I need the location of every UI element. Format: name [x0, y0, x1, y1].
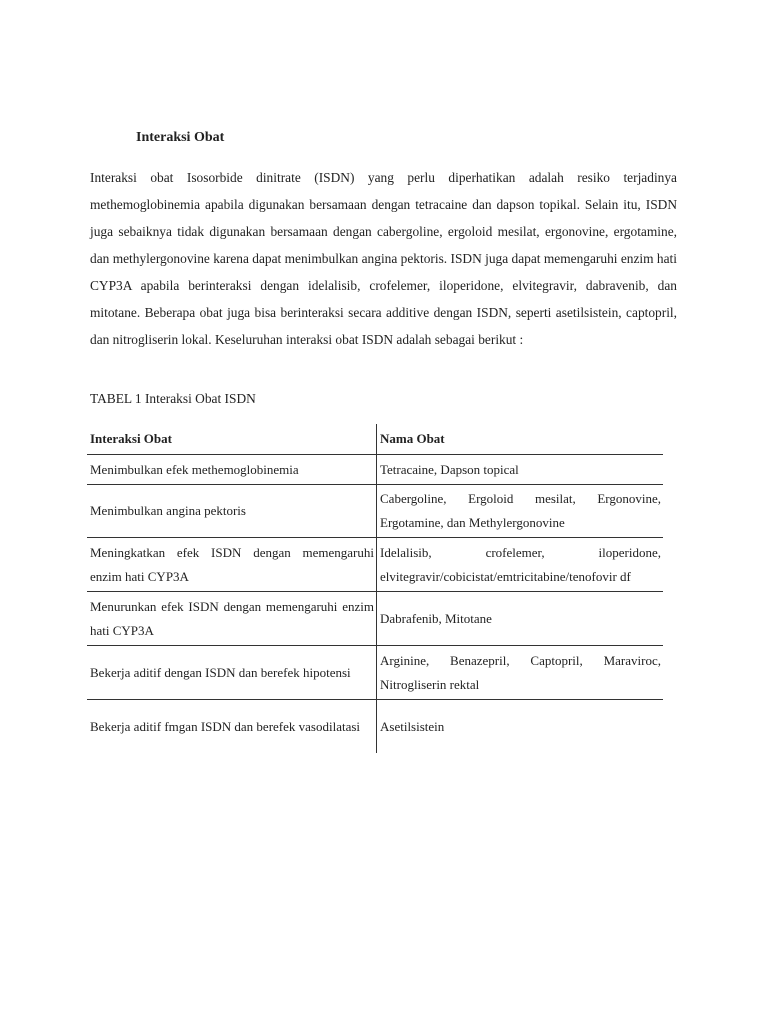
interaction-cell: Bekerja aditif dengan ISDN dan berefek hipotensi [87, 646, 377, 700]
drug-name-cell: Asetilsistein [377, 700, 664, 754]
table-row [87, 700, 663, 754]
table-row [87, 538, 663, 592]
table-row [87, 485, 663, 538]
body-paragraph: Interaksi obat Isosorbide dinitrate (ISDN) yang perlu diperhatikan adalah resiko terjadinya methemoglobinemia apabila digunakan bersamaan dengan tetracaine dan dapson topikal. Selain itu, ISDN juga sebaiknya tidak digunakan bersamaan dengan cabergoline, ergoloid mesilat, ergonovine, ergotamine, dan methylergonovine karena dapat menimbulkan angina pektoris. ISDN juga dapat memengaruhi enzim hati CYP3A apabila berinteraksi dengan idelalisib, crofelemer, iloperidone, elvitegravir, dabravenib, dan mitotane. Beberapa obat juga bisa berinteraksi secara additive dengan ISDN, seperti asetilsistein, captopril, dan nitrogliserin lokal. Keseluruhan interaksi obat ISDN adalah sebagai berikut : [90, 170, 677, 347]
drug-name-cell: Dabrafenib, Mitotane [377, 592, 664, 646]
drug-name-cell: Tetracaine, Dapson topical [377, 455, 664, 485]
interaction-cell: Meningkatkan efek ISDN dengan memengaruhi enzim hati CYP3A [87, 538, 377, 592]
column-header-interaction: Interaksi Obat [87, 424, 377, 455]
section-heading: Interaksi Obat [136, 130, 225, 145]
table-row [87, 592, 663, 646]
table-header-row [87, 424, 663, 455]
column-header-drug-name: Nama Obat [377, 424, 664, 455]
interaction-cell: Menurunkan efek ISDN dengan memengaruhi enzim hati CYP3A [87, 592, 377, 646]
table-row [87, 455, 663, 485]
table-caption: TABEL 1 Interaksi Obat ISDN [90, 391, 256, 406]
drug-name-cell: Arginine, Benazepril, Captopril, Maraviroc, Nitrogliserin rektal [377, 646, 664, 700]
table-row [87, 646, 663, 700]
drug-name-cell: Idelalisib, crofelemer, iloperidone, elvitegravir/cobicistat/emtricitabine/tenofovir df [377, 538, 664, 592]
interaction-cell: Menimbulkan efek methemoglobinemia [87, 455, 377, 485]
interaction-cell: Bekerja aditif fmgan ISDN dan berefek vasodilatasi [90, 718, 361, 734]
drug-name-cell: Cabergoline, Ergoloid mesilat, Ergonovine, Ergotamine, dan Methylergonovine [377, 485, 664, 538]
drug-interaction-table [87, 424, 663, 753]
interaction-cell: Menimbulkan angina pektoris [87, 485, 377, 538]
